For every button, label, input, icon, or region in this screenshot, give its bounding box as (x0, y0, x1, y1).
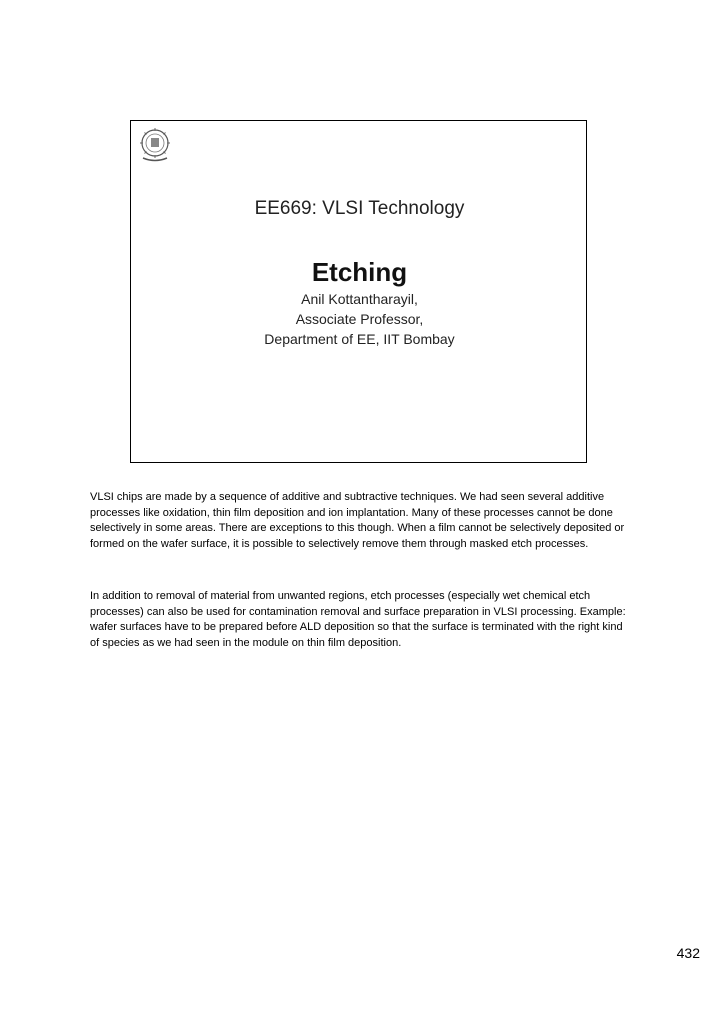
notes-paragraph-2: In addition to removal of material from unwanted regions, etch processes (especially wet chemical etch processes) can also be used for contamination removal and surface preparation in VLSI processing. Example: wafer surfaces have to be prepared before ALD deposition so that the surface is terminated with the right kind of species as we had seen in the module on thin film deposition. (90, 590, 626, 649)
slide-frame (130, 120, 587, 463)
course-title: EE669: VLSI Technology (254, 198, 465, 219)
author-department: Department of EE, IIT Bombay (264, 331, 455, 347)
lecture-title: Etching (311, 257, 408, 287)
author-title: Associate Professor, (295, 311, 424, 327)
page-number: 432 (676, 945, 700, 961)
author-name: Anil Kottantharayil, (301, 291, 418, 307)
notes-paragraph-1: VLSI chips are made by a sequence of additive and subtractive techniques. We had seen several additive processes like oxidation, thin film deposition and ion implantation. Many of these processes cannot be done selectively in some areas. There are exceptions to this though. When a film cannot be selectively deposited or formed on the wafer surface, it is possible to selectively remove them through masked etch processes. (90, 491, 625, 550)
iit-bombay-emblem-icon (135, 125, 175, 165)
